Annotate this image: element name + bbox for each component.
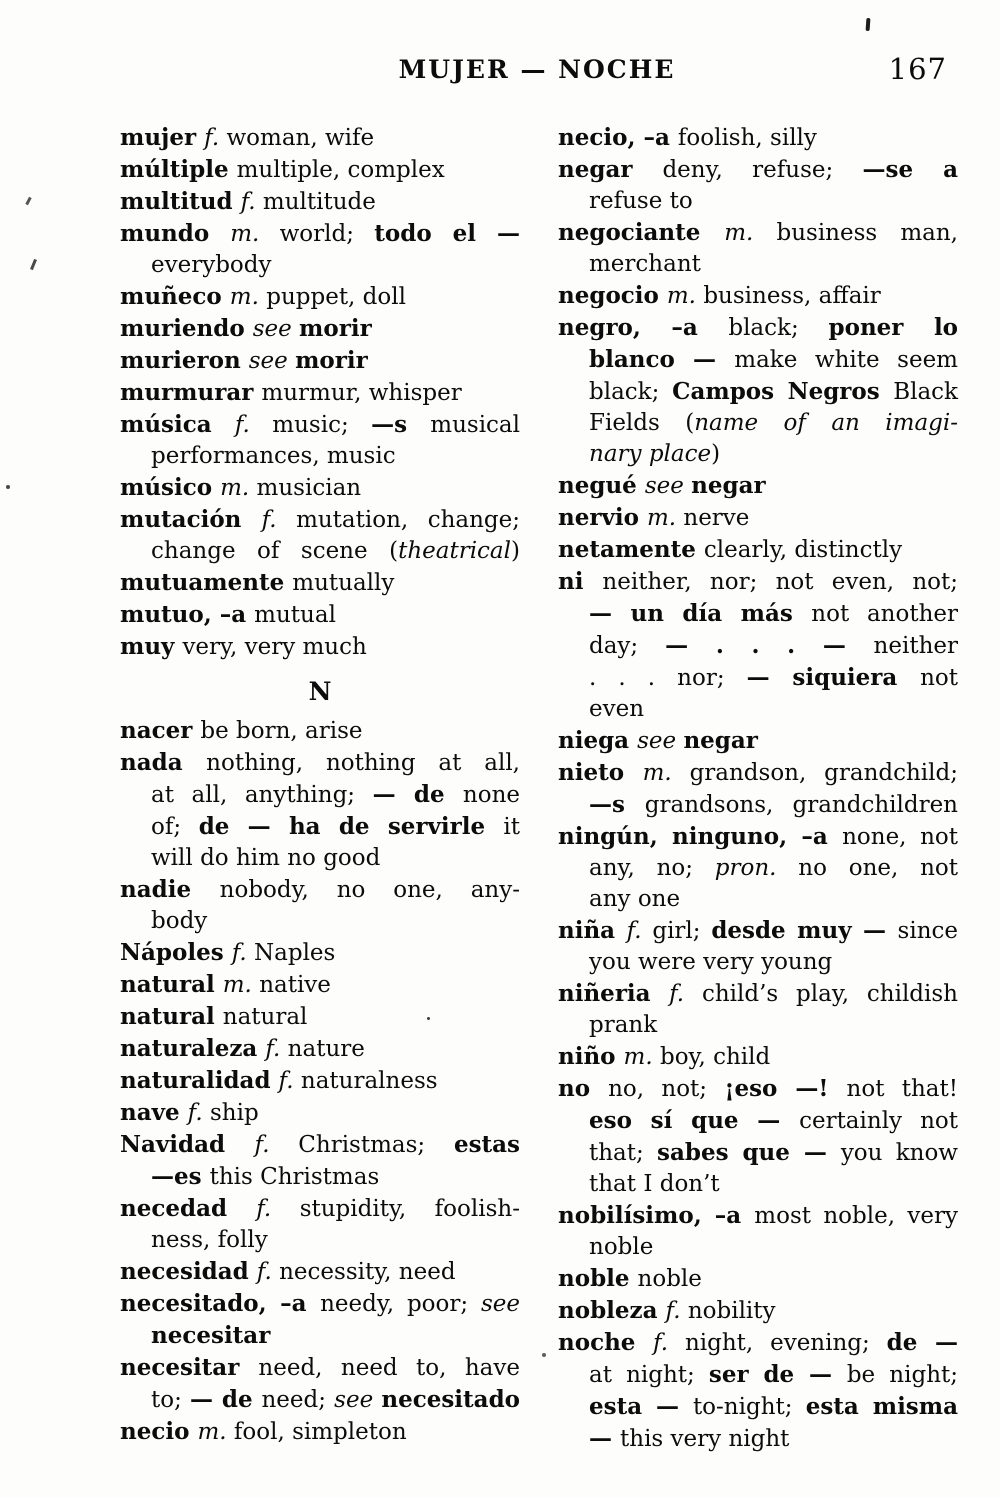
entry-line: murmurar murmur, whisper xyxy=(120,379,462,406)
entry-line: mutuo, –a mutual xyxy=(120,601,336,628)
entry-line: black; Campos Negros Black xyxy=(589,378,958,405)
entry-line: to; — de need; see necesitado xyxy=(151,1386,520,1413)
entry-line: múltiple multiple, complex xyxy=(120,156,445,183)
scan-speck xyxy=(427,1017,430,1020)
entry-line: nada nothing, nothing at all, xyxy=(120,749,520,776)
entry-line: nadie nobody, no one, any- xyxy=(120,876,521,903)
entry-line: mutación f. mutation, change; xyxy=(120,506,520,533)
entry-line: netamente clearly, distinctly xyxy=(558,536,903,563)
entry-line: necesidad f. necessity, need xyxy=(120,1258,456,1285)
entry-nacer xyxy=(120,715,520,747)
entry-nieto xyxy=(558,757,958,821)
column-right xyxy=(558,122,958,1455)
entry-line: músico m. musician xyxy=(120,474,362,501)
entry-line: even xyxy=(589,696,645,722)
entry-necio-noun xyxy=(120,1416,520,1448)
entry-line: niño m. boy, child xyxy=(558,1043,771,1070)
entry-line: at all, anything; — de none xyxy=(151,781,520,808)
entry-ni xyxy=(558,566,958,725)
dictionary-columns xyxy=(120,122,958,1455)
entry-nervio xyxy=(558,502,958,534)
scan-speck xyxy=(6,485,10,489)
entry-line: . . . nor; — siquiera not xyxy=(589,664,958,691)
scan-speck xyxy=(25,197,31,205)
entry-necesitado xyxy=(120,1288,520,1352)
entry-noche xyxy=(558,1327,958,1455)
entry-line: everybody xyxy=(151,252,272,278)
entry-line: mundo m. world; todo el — xyxy=(120,220,521,247)
entry-line: mujer f. woman, wife xyxy=(120,124,375,151)
entry-line: ni neither, nor; not even, not; xyxy=(558,568,958,595)
scan-speck xyxy=(30,259,37,270)
entry-no xyxy=(558,1073,958,1200)
entry-negue xyxy=(558,470,958,502)
running-head xyxy=(0,55,1000,84)
entry-nina xyxy=(558,915,958,978)
entry-line: ningún, ninguno, –a none, not xyxy=(558,823,958,850)
entry-ningun xyxy=(558,821,958,915)
entry-necesidad xyxy=(120,1256,520,1288)
scan-speck xyxy=(866,18,871,31)
entry-niega xyxy=(558,725,958,757)
entry-mutuamente xyxy=(120,567,520,599)
entry-nave xyxy=(120,1097,520,1129)
entry-muneco xyxy=(120,281,520,313)
page-number: 167 xyxy=(888,52,947,86)
entry-line: at night; ser de — be night; xyxy=(589,1361,958,1388)
entry-line: música f. music; —s musical xyxy=(120,411,520,438)
entry-line: that; sabes que — you know xyxy=(589,1139,958,1166)
entry-negociante xyxy=(558,217,958,280)
entry-negro xyxy=(558,312,958,470)
entry-nobleza xyxy=(558,1295,958,1327)
entry-line: necesitar xyxy=(151,1322,271,1349)
entry-line: any, no; pron. no one, not xyxy=(589,855,958,881)
entry-line: nave f. ship xyxy=(120,1099,259,1126)
entry-line: body xyxy=(151,908,208,934)
entry-necedad xyxy=(120,1193,520,1256)
entry-line: prank xyxy=(589,1012,658,1038)
entry-murmurar xyxy=(120,377,520,409)
entry-line: nervio m. nerve xyxy=(558,504,750,531)
entry-navidad xyxy=(120,1129,520,1193)
entry-line: performances, music xyxy=(151,443,396,469)
entry-line: —s grandsons, grandchildren xyxy=(589,791,958,818)
entry-musica xyxy=(120,409,520,472)
entry-line: ness, folly xyxy=(151,1227,268,1253)
entry-line: murieron see morir xyxy=(120,347,368,374)
entry-line: negué see negar xyxy=(558,472,766,499)
entry-naturaleza xyxy=(120,1033,520,1065)
entry-line: multitud f. multitude xyxy=(120,188,376,215)
entry-line: blanco — make white seem xyxy=(589,346,958,373)
entry-musico xyxy=(120,472,520,504)
entry-line: mutuamente mutually xyxy=(120,569,395,596)
entry-necio-adj xyxy=(558,122,958,154)
entry-line: noble xyxy=(589,1234,654,1260)
entry-natural-adj xyxy=(120,1001,520,1033)
entry-line: noble noble xyxy=(558,1265,702,1292)
entry-mutacion xyxy=(120,504,520,567)
entry-necesitar xyxy=(120,1352,520,1416)
entry-line: nacer be born, arise xyxy=(120,717,363,744)
entry-line: you were very young xyxy=(589,949,833,975)
entry-line: that I don’t xyxy=(589,1171,720,1197)
entry-line: — un día más not another xyxy=(589,600,959,627)
entry-line: nobilísimo, –a most noble, very xyxy=(558,1202,958,1229)
entry-multitud xyxy=(120,186,520,218)
entry-line: nobleza f. nobility xyxy=(558,1297,776,1324)
entry-netamente xyxy=(558,534,958,566)
entry-nada xyxy=(120,747,520,874)
entry-line: necesitar need, need to, have xyxy=(120,1354,520,1381)
entry-line: nary place) xyxy=(589,441,721,467)
entry-line: muriendo see morir xyxy=(120,315,372,342)
entry-line: change of scene (theatrical) xyxy=(151,538,520,564)
section-letter: N xyxy=(308,677,332,706)
entry-line: eso sí que — certainly not xyxy=(589,1107,958,1134)
entry-line: Nápoles f. Naples xyxy=(120,939,336,966)
entry-nobilisimo xyxy=(558,1200,958,1263)
entry-natural-noun xyxy=(120,969,520,1001)
entry-mujer xyxy=(120,122,520,154)
column-left xyxy=(120,122,520,1455)
entry-line: necesitado, –a needy, poor; see xyxy=(120,1290,520,1317)
entry-line: natural m. native xyxy=(120,971,331,998)
entry-mutuo xyxy=(120,599,520,631)
entry-line: niñeria f. child’s play, childish xyxy=(558,980,958,1007)
entry-naturalidad xyxy=(120,1065,520,1097)
entry-line: negocio m. business, affair xyxy=(558,282,881,309)
entry-muriendo xyxy=(120,313,520,345)
entry-nadie xyxy=(120,874,520,937)
entry-line: any one xyxy=(589,886,681,912)
entry-negocio xyxy=(558,280,958,312)
entry-line: no no, not; ¡eso —! not that! xyxy=(558,1075,959,1102)
entry-line: refuse to xyxy=(589,188,693,214)
entry-line: — this very night xyxy=(589,1425,790,1452)
entry-line: Fields (name of an imagi- xyxy=(589,410,959,436)
entry-nineria xyxy=(558,978,958,1041)
entry-line: necio, –a foolish, silly xyxy=(558,124,817,151)
entry-line: negociante m. business man, xyxy=(558,219,958,246)
entry-line: naturalidad f. naturalness xyxy=(120,1067,438,1094)
entry-line: natural natural xyxy=(120,1003,308,1030)
entry-line: negar deny, refuse; —se a xyxy=(558,156,958,183)
entry-line: merchant xyxy=(589,251,701,277)
entry-nino xyxy=(558,1041,958,1073)
entry-line: necedad f. stupidity, foolish- xyxy=(120,1195,520,1222)
entry-line: day; — . . . — neither xyxy=(589,632,958,659)
entry-line: naturaleza f. nature xyxy=(120,1035,365,1062)
entry-line: esta — to-night; esta misma xyxy=(589,1393,958,1420)
entry-line: noche f. night, evening; de — xyxy=(558,1329,958,1356)
entry-negar xyxy=(558,154,958,217)
entry-muy xyxy=(120,631,520,663)
entry-line: necio m. fool, simpleton xyxy=(120,1418,407,1445)
entry-line: niega see negar xyxy=(558,727,758,754)
entry-noble xyxy=(558,1263,958,1295)
entry-line: negro, –a black; poner lo xyxy=(558,314,959,341)
scan-speck xyxy=(542,1353,546,1357)
entry-line: nieto m. grandson, grandchild; xyxy=(558,759,958,786)
entry-napoles xyxy=(120,937,520,969)
entry-mundo xyxy=(120,218,520,281)
entry-multiple xyxy=(120,154,520,186)
page-title: MUJER — NOCHE xyxy=(398,55,676,84)
entry-line: will do him no good xyxy=(151,845,381,871)
entry-line: Navidad f. Christmas; estas xyxy=(120,1131,520,1158)
entry-line: of; de — ha de servirle it xyxy=(151,813,520,840)
entry-line: muñeco m. puppet, doll xyxy=(120,283,406,310)
entry-line: niña f. girl; desde muy — since xyxy=(558,917,958,944)
entry-murieron xyxy=(120,345,520,377)
entry-line: —es this Christmas xyxy=(151,1163,380,1190)
entry-line: muy very, very much xyxy=(120,633,367,660)
